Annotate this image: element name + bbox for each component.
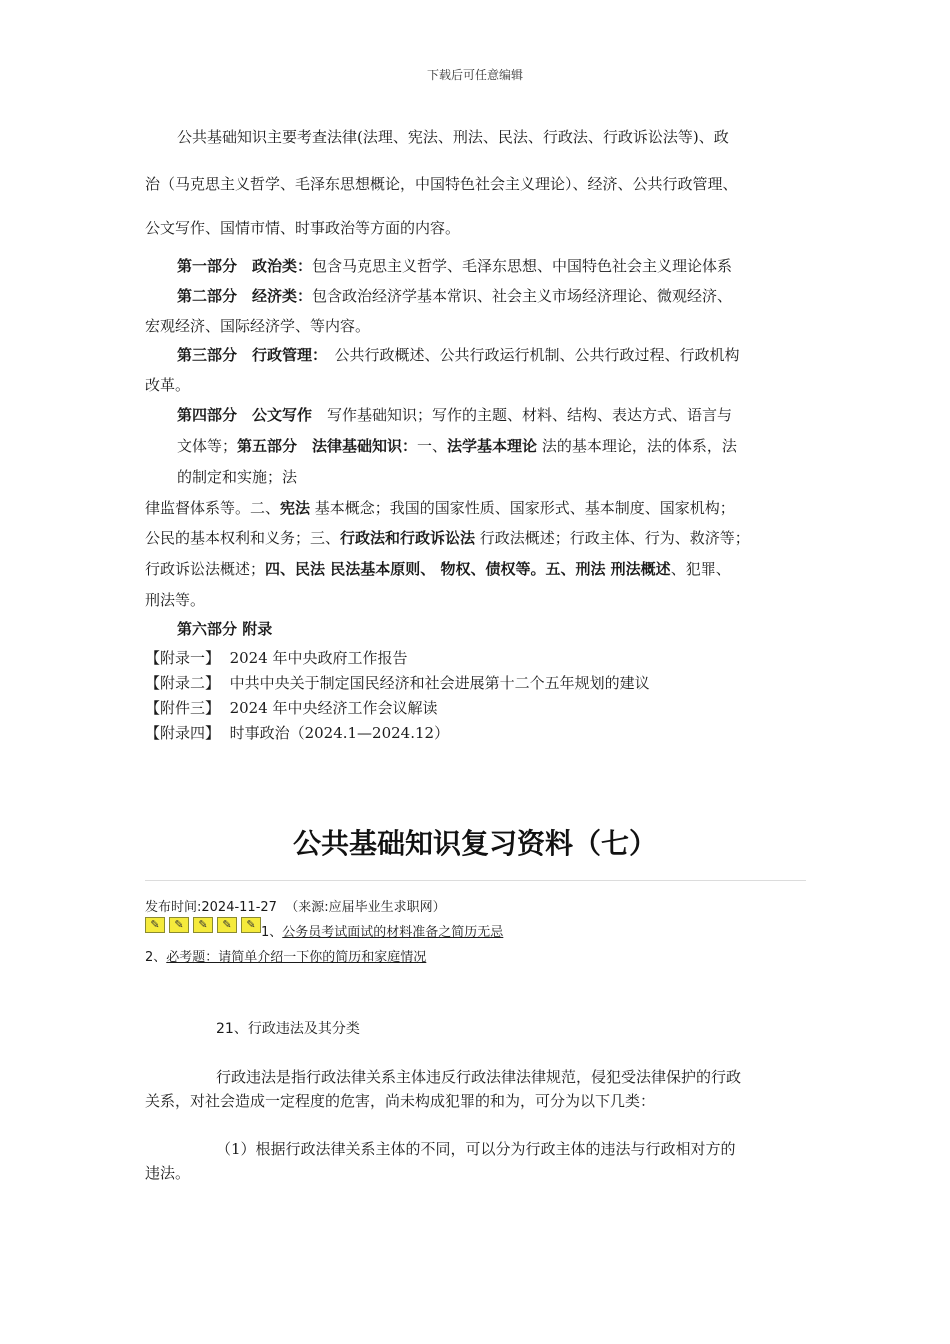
part-5-label: 第五部分 法律基础知识：: [237, 437, 418, 455]
para-1-line-1: 行政违法是指行政法律关系主体违反行政法律法律规范，侵犯受法律保护的行政: [216, 1068, 742, 1086]
part-4-cont: 文体等；: [177, 437, 238, 455]
appendix-tag: 【附录四】: [145, 724, 221, 742]
part-2-cont: 宏观经济、国际经济学、等内容。: [145, 317, 371, 335]
para-1-line-2: 关系，对社会造成一定程度的危害，尚未构成犯罪的和为，可分为以下几类：: [145, 1092, 656, 1110]
appendix-tag: 【附录一】: [145, 649, 221, 667]
part-6: [177, 618, 272, 639]
part-2-label: 第二部分 经济类：: [177, 287, 313, 305]
part-4: [177, 404, 732, 425]
part-5-line-3b: 宪法: [280, 499, 311, 517]
publish-date: 2024-11-27: [201, 900, 277, 915]
related-item-2: [145, 946, 426, 965]
part-5-line-5b: 四、民法 民法基本原则、 物权、债权等。五、刑法 刑法概述: [265, 560, 671, 578]
part-5-line-2: 的制定和实施；法: [177, 468, 298, 486]
related-item-1: [261, 921, 503, 940]
part-5-line-6: 刑法等。: [145, 591, 206, 609]
star-icon[interactable]: ✎: [145, 917, 165, 933]
star-icon[interactable]: ✎: [241, 917, 261, 933]
part-3-text: 公共行政概述、公共行政运行机制、公共行政过程、行政机构: [319, 346, 740, 364]
part-5-line-3: [145, 497, 735, 518]
appendix-tag: 【附录二】: [145, 674, 221, 692]
part-5-line-5a: 行政诉讼法概述；: [145, 560, 266, 578]
appendix-item: [145, 672, 650, 693]
star-icon[interactable]: ✎: [217, 917, 237, 933]
part-5-text: 法的基本理论，法的体系，法: [537, 437, 737, 455]
part-5-line-4a: 公民的基本权利和义务；三、: [145, 529, 341, 547]
section-heading: 21、行政违法及其分类: [216, 1021, 360, 1037]
part-3: [177, 344, 740, 365]
part-5-num: 一、: [417, 437, 448, 455]
part-5-line-4c: 行政法概述；行政主体、行为、救济等；: [475, 529, 750, 547]
related-num: 1、: [261, 925, 283, 940]
part-2-text: 包含政治经济学基本常识、社会主义市场经济理论、微观经济、: [312, 287, 733, 305]
date-label: 发布时间:: [145, 900, 202, 915]
para-2-line-1: （1）根据行政法律关系主体的不同，可以分为行政主体的违法与行政相对方的: [216, 1140, 736, 1158]
intro-line-2: 治（马克思主义哲学、毛泽东思想概论，中国特色社会主义理论）、经济、公共行政管理、: [145, 175, 738, 193]
title-divider: [145, 880, 806, 881]
part-5-line-5: [145, 558, 731, 579]
part-4-text: 写作基础知识；写作的主题、材料、结构、表达方式、语言与: [312, 406, 733, 424]
article-source: （来源:应届毕业生求职网）: [285, 900, 446, 915]
star-icon[interactable]: ✎: [169, 917, 189, 933]
appendix-item: [145, 647, 408, 668]
appendix-text: 时事政治（2024.1—2024.12）: [229, 724, 450, 742]
appendix-tag: 【附件三】: [145, 699, 221, 717]
related-num: 2、: [145, 950, 167, 965]
part-5-line-5c: 、犯罪、: [670, 560, 731, 578]
part-5: [177, 435, 737, 456]
header-note: 下载后可任意编辑: [426, 68, 523, 82]
intro-line-1: 公共基础知识主要考查法律(法理、宪法、刑法、民法、行政法、行政诉讼法等)、政: [177, 128, 729, 146]
part-5-line-3c: 基本概念；我国的国家性质、国家形式、基本制度、国家机构；: [310, 499, 735, 517]
para-2-line-2: 违法。: [145, 1164, 191, 1182]
part-5-heading: 法学基本理论: [447, 437, 538, 455]
part-3-label: 第三部分 行政管理：: [177, 346, 320, 364]
appendix-item: [145, 697, 438, 718]
appendix-item: [145, 722, 449, 743]
intro-line-3: 公文写作、国情市情、时事政治等方面的内容。: [145, 219, 461, 237]
part-1-text: 包含马克思主义哲学、毛泽东思想、中国特色社会主义理论体系: [312, 257, 733, 275]
part-5-line-4: [145, 527, 750, 548]
star-icon[interactable]: ✎: [193, 917, 213, 933]
part-6-label: 第六部分 附录: [177, 620, 273, 638]
appendix-text: 2024 年中央经济工作会议解读: [229, 699, 438, 717]
part-3-cont: 改革。: [145, 376, 191, 394]
related-link-1[interactable]: 公务员考试面试的材料准备之简历无忌: [282, 925, 504, 940]
related-link-2[interactable]: 必考题：请简单介绍一下你的简历和家庭情况: [166, 950, 427, 965]
part-4-label: 第四部分 公文写作: [177, 406, 313, 424]
part-5-line-4b: 行政法和行政诉讼法: [340, 529, 476, 547]
appendix-text: 中共中央关于制定国民经济和社会进展第十二个五年规划的建议: [229, 674, 650, 692]
article-meta: [145, 896, 446, 915]
article-title: 公共基础知识复习资料（七）: [292, 827, 657, 860]
part-1-label: 第一部分 政治类：: [177, 257, 313, 275]
part-2: [177, 285, 732, 306]
rating-stars[interactable]: [145, 917, 265, 933]
part-5-line-3a: 律监督体系等。二、: [145, 499, 281, 517]
appendix-text: 2024 年中央政府工作报告: [229, 649, 408, 667]
part-1: [177, 255, 732, 276]
